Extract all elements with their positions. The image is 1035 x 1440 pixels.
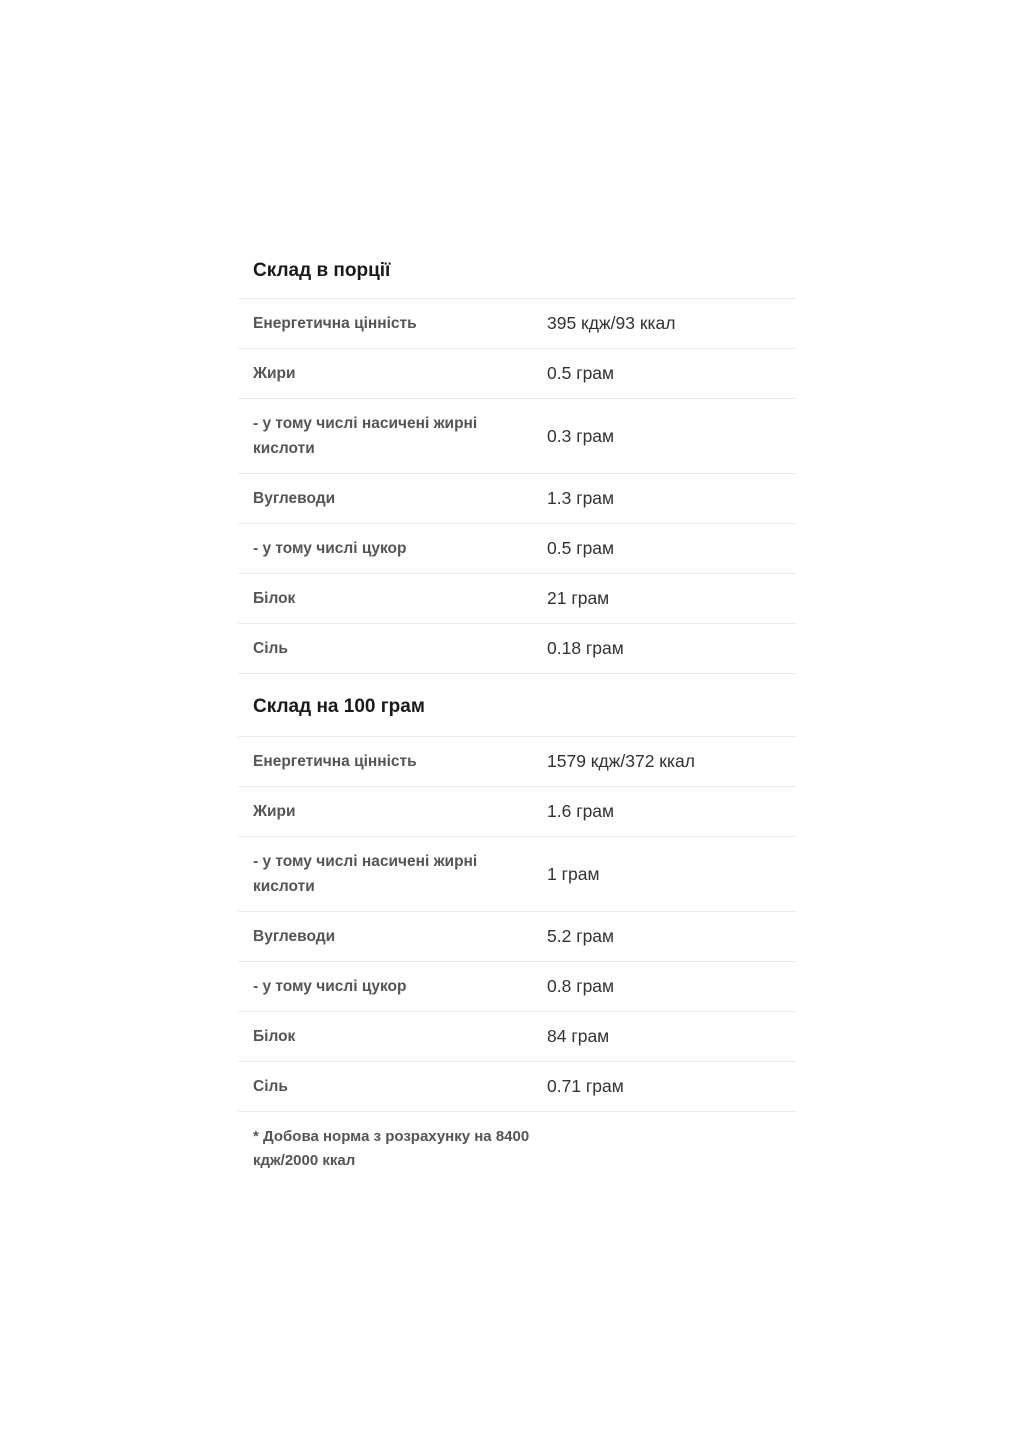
- table-row: [238, 1062, 796, 1112]
- nutrient-value: 1579 кдж/372 ккал: [547, 751, 695, 771]
- nutrient-label: Енергетична цінність: [253, 315, 417, 332]
- nutrient-label: Вуглеводи: [253, 928, 336, 945]
- nutrient-value: 0.5 грам: [547, 538, 615, 558]
- table-row: [238, 524, 796, 574]
- nutrient-value: 21 грам: [547, 588, 610, 608]
- table-row: [238, 962, 796, 1012]
- section-title-per-serving: Склад в порції: [238, 244, 796, 299]
- nutrition-table: [238, 244, 796, 1173]
- nutrient-value: 1.3 грам: [547, 488, 615, 508]
- table-row: [238, 787, 796, 837]
- section-title-per-100g: Склад на 100 грам: [238, 674, 796, 737]
- nutrient-label: Білок: [253, 590, 296, 607]
- nutrient-value: 0.5 грам: [547, 363, 615, 383]
- nutrient-label: Енергетична цінність: [253, 753, 417, 770]
- nutrient-label: Сіль: [253, 640, 288, 657]
- nutrient-value: 5.2 грам: [547, 926, 615, 946]
- nutrient-label: Жири: [253, 803, 296, 820]
- nutrient-label: - у тому числі цукор: [253, 540, 407, 557]
- nutrient-label: - у тому числі насичені жирні кислоти: [253, 853, 478, 895]
- table-row: [238, 837, 796, 912]
- table-row: [238, 912, 796, 962]
- nutrient-label: - у тому числі насичені жирні кислоти: [253, 415, 478, 457]
- nutrient-label: - у тому числі цукор: [253, 978, 407, 995]
- daily-norm-footnote: * Добова норма з розрахунку на 8400 кдж/2000 ккал: [253, 1128, 530, 1169]
- table-row: [238, 474, 796, 524]
- nutrient-value: 84 грам: [547, 1026, 610, 1046]
- table-row: [238, 349, 796, 399]
- table-row: [238, 737, 796, 787]
- nutrient-value: 0.18 грам: [547, 638, 624, 658]
- nutrient-label: Жири: [253, 365, 296, 382]
- nutrient-value: 0.8 грам: [547, 976, 615, 996]
- table-row: [238, 299, 796, 349]
- nutrient-value: 395 кдж/93 ккал: [547, 313, 676, 333]
- table-row: [238, 574, 796, 624]
- nutrient-label: Сіль: [253, 1078, 288, 1095]
- table-row: [238, 624, 796, 674]
- nutrient-value: 1 грам: [547, 863, 600, 884]
- nutrient-label: Білок: [253, 1028, 296, 1045]
- nutrient-label: Вуглеводи: [253, 490, 336, 507]
- table-row: [238, 1012, 796, 1062]
- nutrient-value: 0.3 грам: [547, 425, 615, 446]
- nutrient-value: 1.6 грам: [547, 801, 615, 821]
- table-row: [238, 399, 796, 474]
- nutrient-value: 0.71 грам: [547, 1076, 624, 1096]
